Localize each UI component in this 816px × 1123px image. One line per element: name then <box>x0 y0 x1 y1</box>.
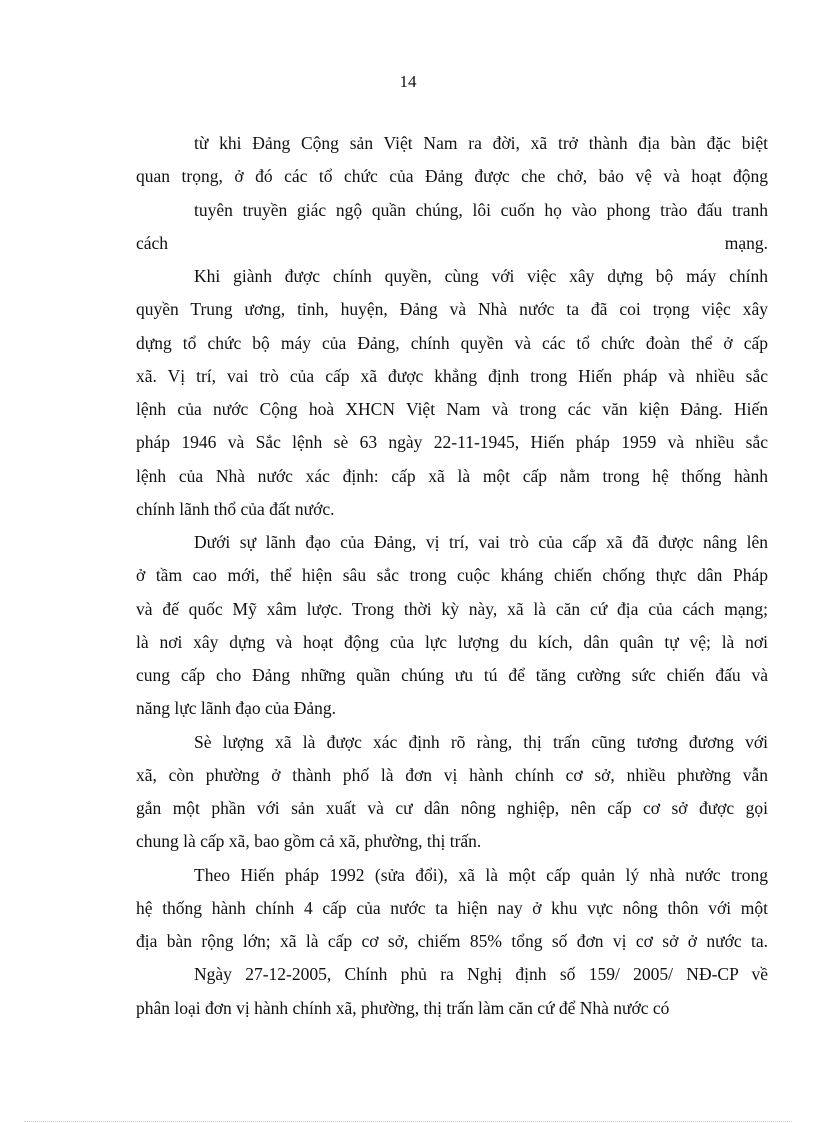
text-line: chính lãnh thổ của đất nước. <box>136 499 335 519</box>
text-line: phân loại đơn vị hành chính xã, phường, thị trấn làm căn cứ để Nhà nước có <box>136 998 670 1018</box>
page-number: 14 <box>399 72 417 91</box>
text-line: từ khi Đảng Cộng sản Việt Nam ra đời, xã trở thành địa bàn đặc biệt <box>194 133 768 153</box>
text-line: quan trọng, ở đó các tổ chức của Đảng được che chở, bảo vệ và hoạt động <box>136 166 768 186</box>
page-bottom-divider <box>24 1121 792 1122</box>
text-line: hệ thống hành chính 4 cấp của nước ta hiện nay ở khu vực nông thôn với một <box>136 898 768 918</box>
text-line: chung là cấp xã, bao gồm cả xã, phường, thị trấn. <box>136 831 482 851</box>
text-line-split <box>136 231 768 255</box>
text-line: dựng tổ chức bộ máy của Đảng, chính quyền và các tổ chức đoàn thể ở cấp <box>136 333 768 353</box>
text-line: gắn một phần với sản xuất và cư dân nông nghiệp, nên cấp cơ sở được gọi <box>136 798 768 818</box>
text-line: Khi giành được chính quyền, cùng với việc xây dựng bộ máy chính <box>194 266 768 286</box>
text-line: lệnh của Nhà nước xác định: cấp xã là một cấp nằm trong hệ thống hành <box>136 466 768 486</box>
text-line: quyền Trung ương, tỉnh, huyện, Đảng và Nhà nước ta đã coi trọng việc xây <box>136 299 768 319</box>
text-line: xã. Vị trí, vai trò của cấp xã được khẳng định trong Hiến pháp và nhiều sắc <box>136 366 768 386</box>
text-line-start: cách <box>136 233 169 253</box>
text-line: là nơi xây dựng và hoạt động của lực lượng du kích, dân quân tự vệ; là nơi <box>136 632 768 652</box>
text-line: tuyên truyền giác ngộ quần chúng, lôi cuốn họ vào phong trào đấu tranh <box>194 200 768 220</box>
text-line: Theo Hiến pháp 1992 (sửa đổi), xã là một cấp quản lý nhà nước trong <box>194 865 768 885</box>
text-line: Ngày 27-12-2005, Chính phủ ra Nghị định số 159/ 2005/ NĐ-CP về <box>194 964 768 984</box>
text-line: cung cấp cho Đảng những quần chúng ưu tú để tăng cường sức chiến đấu và <box>136 665 768 685</box>
text-line: năng lực lãnh đạo của Đảng. <box>136 698 336 718</box>
text-line: Dưới sự lãnh đạo của Đảng, vị trí, vai trò của cấp xã đã được nâng lên <box>194 532 768 552</box>
text-line: ở tầm cao mới, thể hiện sâu sắc trong cuộc kháng chiến chống thực dân Pháp <box>136 565 768 585</box>
text-line: pháp 1946 và Sắc lệnh sè 63 ngày 22-11-1945, Hiến pháp 1959 và nhiều sắc <box>136 432 768 452</box>
text-line: và đế quốc Mỹ xâm lược. Trong thời kỳ này, xã là căn cứ địa của cách mạng; <box>136 599 768 619</box>
text-line: lệnh của nước Cộng hoà XHCN Việt Nam và trong các văn kiện Đảng. Hiến <box>136 399 768 419</box>
text-line: địa bàn rộng lớn; xã là cấp cơ sở, chiếm 85% tổng số đơn vị cơ sở ở nước ta. <box>136 931 768 951</box>
text-line-end: mạng. <box>724 233 768 253</box>
text-line: Sè lượng xã là được xác định rõ ràng, thị trấn cũng tương đương với <box>194 732 768 752</box>
text-line: xã, còn phường ở thành phố là đơn vị hành chính cơ sở, nhiều phường vẫn <box>136 765 768 785</box>
